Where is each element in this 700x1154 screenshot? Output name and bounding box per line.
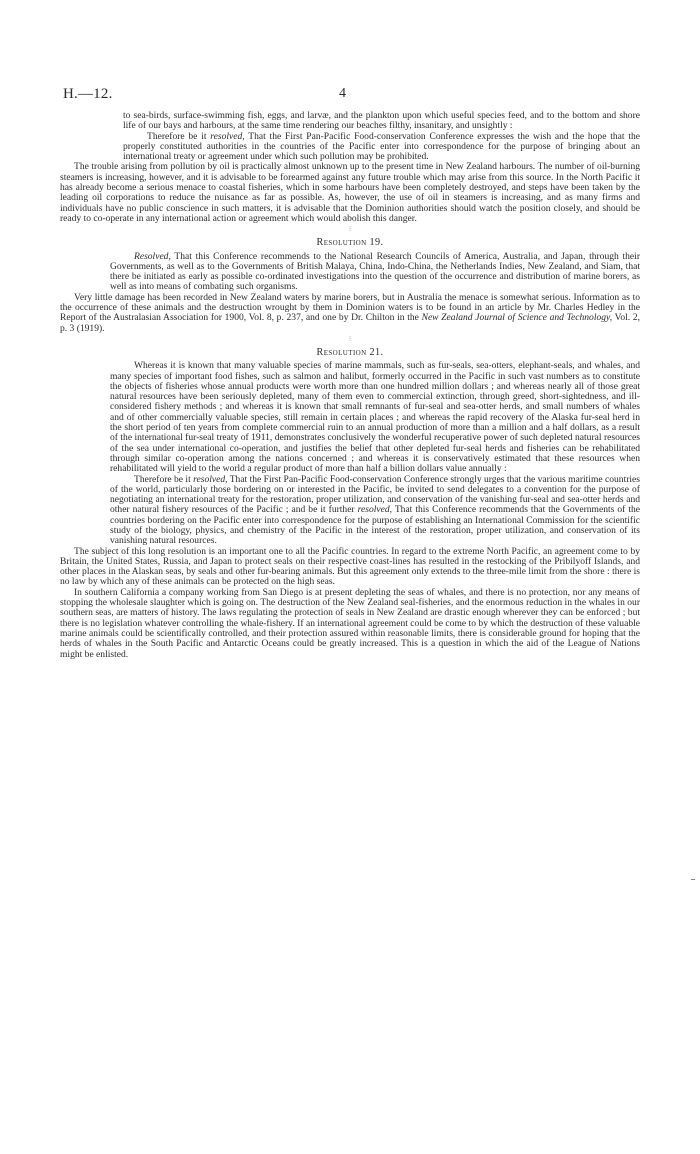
paragraph-oil-pollution: The trouble arising from pollution by oil is practically almost unknown up to the present time in New Zealand harbours. The number of oil-burning steamers is increasing, however, and it is advisable to be forearmed against any future trouble which may arise from this source. In the North Pacific it has already become a serious menace to coastal fisheries, which in some harbours have been completely destroyed, and steps have been taken by the leading oil corporations to reduce the nuisance as far as possible. As, however, the use of oil in steamers is increasing, and as many firms and individuals have no public conscience in such matters, it is advisable that the Dominion authorities should watch the position closely, and should be ready to co-operate in any international action or agreement which would abolish this danger.: [60, 161, 640, 224]
resolution-21-therefore: Therefore be it resolved, That the First Pan-Pacific Food-conservation Conference strongly urges that the various maritime countries of the world, particularly those bordering on or interested in the Pacific, be invited to send delegates to a convention for the purpose of negotiating an international treaty for the restoration, proper utilization, and conservation of the vanishing fur-seal and sea-otter herds and other natural fishery resources of the Pacific ; and be it further resolved, That this Conference recommends that the Governments of the countries bordering on the Pacific enter into correspondence for the purpose of establishing an International Commission for the scientific study of the biology, physics, and chemistry of the Pacific in the interest of the restoration, proper utilization, and conservation of its vanishing natural resources.: [110, 473, 641, 547]
pollution-resolution-block: [60, 111, 640, 162]
stamp-mark: ⁝: [348, 334, 352, 343]
journal-title: New Zealand Journal of Science and Technology,: [421, 312, 613, 324]
resolution-19-text: Resolved, That this Conference recommends to the National Research Councils of America, Australia, and Japan, through their Governments, as well as to the Governments of British Malaya, China, Indo-China, the Netherlands Indies, New Zealand, and Siam, that there be initiated as early as possible co-ordinated investigations into the question of the occurrence and distribution of marine borers, as well as into means of combating such organisms.: [110, 250, 640, 293]
resolution-21-heading: Resolution 21.: [316, 346, 384, 358]
resolved-word: resolved,: [357, 504, 392, 516]
margin-mark: [691, 879, 695, 880]
page-number: 4: [339, 86, 346, 101]
resolution-19-block: [60, 252, 640, 293]
paragraph-southern-california: In southern California a company working from San Diego is at present depleting the seas of whales, and there is no protection, nor any means of stopping the wholesale slaughter which is going on. The destruction of the New Zealand seal-fisheries, and the enormous reduction in the whales in our southern seas, are matters of history. The laws regulating the protection of seals in New Zealand are drastic enough wherever they can be enforced ; but there is no legislation whatever controlling the whale-fishery. If an international agreement could be come to by which the destruction of these valuable marine animals could be scientifically controlled, and their protection assured within reasonable limits, there is considerable ground for hoping that the herds of whales in the South Pacific and Antarctic Oceans could be greatly increased. This is a question in which the aid of the League of Nations might be enlisted.: [60, 586, 640, 660]
paragraph-pacific-subject: The subject of this long resolution is an important one to all the Pacific countries. In regard to the extreme North Pacific, an agreement come to by Britain, the United States, Russia, and Japan to protect seals on their respective coast-lines has resulted in the restocking of the Pribilyoff Islands, and other places in the Alaskan seas, by seals and other fur-bearing animals. But this agreement only extends to the three-mile limit from the shore : there is no law by which any of these animals can be protected on the high seas.: [60, 545, 640, 588]
body-text: [60, 111, 640, 660]
resolution-19-heading: Resolution 19.: [316, 237, 384, 249]
resolution-21-whereas: Whereas it is known that many valuable species of marine mammals, such as fur-seals, sea-otters, elephant-seals, and whales, and many species of important food fishes, such as salmon and halibut, formerly occurred in the Pacific in such vast numbers as to constitute the objects of fisheries whose annual products were worth more than one hundred million dollars ; and whereas nearly all of those great natural resources have been seriously depleted, many of them even to commercial extinction, through greed, short-sightedness, and ill-considered fishery methods ; and whereas it is known that small remnants of fur-seal and sea-otter herds, and small numbers of whales and of other commercially valuable species, still remain in certain places ; and whereas the rapid recovery of the Alaska fur-seal herd in the short period of ten years from complete commercial ruin to an annual production of more than a million and a half dollars, as a result of the international fur-seal treaty of 1911, demonstrates conclusively the wonderful recuperative power of such depleted natural resources of the sea under international co-operation, and justifies the belief that other depleted fur-seal herds and fisheries can be rehabilitated through similar co-operation among the nations concerned ; and whereas it is conservatively estimated that these resources when rehabilitated will yield to the world a regular product of more than half a billion dollars value annually :: [110, 360, 640, 475]
resolved-word: Resolved,: [134, 250, 171, 262]
stamp-mark: ⁝: [348, 225, 352, 234]
paragraph-marine-borers: Very little damage has been recorded in New Zealand waters by marine borers, but in Australia the menace is somewhat serious. Information as to the occurrence of these animals and the destruction wrought by them in Dominion waters is to be found in an article by Mr. Charles Hedley in the Report of the Australasian Association for 1900, Vol. 8, p. 237, and one by Dr. Chilton in the New Zealand Journal of Science and Technology, Vol. 2, p. 3 (1919).: [60, 291, 640, 334]
pollution-resolve: Therefore be it resolved, That the First Pan-Pacific Food-conservation Conference expresses the wish and the hope that the properly constituted authorities in the countries of the Pacific enter into correspondence for the purpose of bringing about an international treaty or agreement under which such pollution may be prohibited.: [123, 130, 640, 163]
resolved-word: resolved,: [193, 473, 228, 485]
resolution-21-block: [60, 361, 640, 546]
pollution-preamble: to sea-birds, surface-swimming fish, eggs, and larvæ, and the plankton upon which useful species feed, and to the bottom and shore life of our bays and harbours, at the same time rendering our beaches filthy, insanitary, and unsightly :: [123, 110, 640, 132]
document-reference: H.—12.: [63, 86, 113, 102]
resolved-word: resolved,: [210, 130, 245, 142]
